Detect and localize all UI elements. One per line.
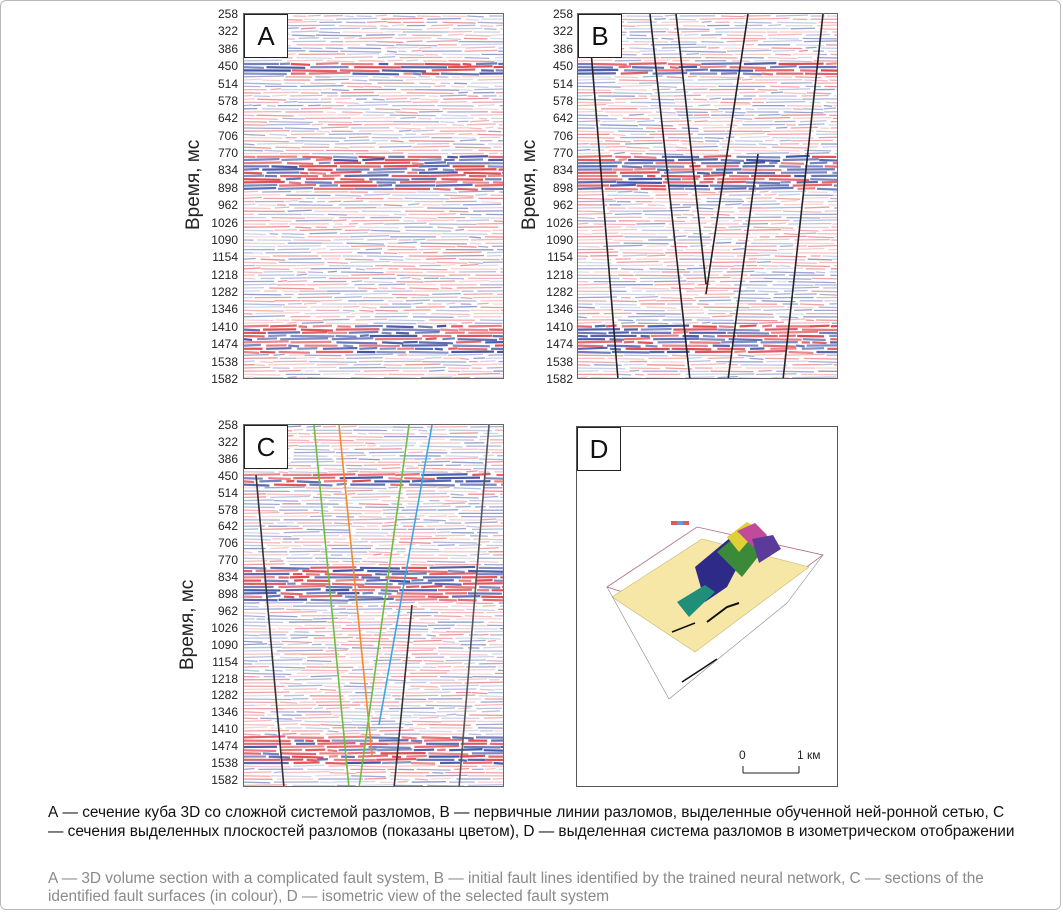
time-tick-label: 1218 <box>546 267 573 282</box>
time-tick-label: 1090 <box>546 232 573 247</box>
time-tick-label: 1282 <box>546 285 573 300</box>
scale-end: 1 км <box>797 748 821 762</box>
fault-line <box>783 14 823 379</box>
time-tick-label: 706 <box>217 128 238 143</box>
scale-start: 0 <box>739 748 746 762</box>
time-tick-label: 1026 <box>211 215 238 230</box>
time-tick-label: 834 <box>217 163 238 178</box>
time-tick-label: 1026 <box>546 215 573 230</box>
time-tick-label: 1282 <box>211 285 238 300</box>
time-tick-label: 514 <box>217 485 238 500</box>
seismic-section-c <box>243 424 504 787</box>
panel-label: B <box>578 14 622 58</box>
time-tick-label: 898 <box>217 587 238 602</box>
time-tick-label: 322 <box>217 434 238 449</box>
time-tick-label: 1410 <box>546 319 573 334</box>
time-tick-label: 258 <box>217 418 238 432</box>
y-axis-label: Время, мс <box>183 139 204 230</box>
time-tick-label: 258 <box>217 7 238 21</box>
time-tick-label: 1090 <box>211 232 238 247</box>
time-tick-label: 770 <box>552 146 573 161</box>
seismic-section-a <box>243 13 504 379</box>
time-tick-label: 514 <box>552 76 573 91</box>
time-tick-label: 706 <box>217 536 238 551</box>
time-tick-label: 514 <box>217 76 238 91</box>
time-tick-label: 258 <box>552 7 573 21</box>
time-tick-label: 386 <box>552 41 573 56</box>
seismic-section-b <box>577 13 838 379</box>
time-tick-label: 1218 <box>211 671 238 686</box>
time-tick-label: 1410 <box>211 319 238 334</box>
y-axis-label: Время, мс <box>519 139 540 230</box>
time-tick-label: 578 <box>217 93 238 108</box>
time-tick-label: 1282 <box>211 688 238 703</box>
time-tick-label: 1154 <box>212 654 238 669</box>
panel-label: C <box>244 425 288 469</box>
time-tick-label: 834 <box>552 163 573 178</box>
time-tick-label: 578 <box>217 502 238 517</box>
time-tick-label: 770 <box>217 146 238 161</box>
time-tick-label: 1474 <box>211 337 238 352</box>
time-tick-label: 386 <box>217 451 238 466</box>
time-tick-label: 898 <box>217 180 238 195</box>
time-tick-label: 706 <box>552 128 573 143</box>
time-tick-label: 322 <box>217 24 238 39</box>
time-tick-label: 1218 <box>211 267 238 282</box>
y-axis-label: Время, мс <box>177 579 198 670</box>
caption-english: A — 3D volume section with a complicated fault system, B — initial fault lines identified by the trained neural network, C — sections of the identified fault surfaces (in colour), D — isometric view of the selected fault system <box>48 870 984 905</box>
time-tick-label: 642 <box>217 519 238 534</box>
time-tick-label: 450 <box>552 59 573 74</box>
time-tick-label: 642 <box>217 111 238 126</box>
fault-line <box>588 14 618 379</box>
time-tick-label: 1582 <box>211 372 238 386</box>
time-tick-label: 1538 <box>546 354 573 369</box>
time-tick-label: 642 <box>552 111 573 126</box>
time-tick-label: 386 <box>217 41 238 56</box>
time-tick-label: 1582 <box>546 372 573 386</box>
time-tick-label: 1154 <box>212 250 238 265</box>
fault-line <box>650 14 690 379</box>
time-tick-label: 1538 <box>211 354 238 369</box>
caption-russian: А — сечение куба 3D со сложной системой разломов, В — первичные линии разломов, выделенные обученной ней-ронной сетью, С — сечения выделенных плоскостей разломов (показаны цветом), D — выделенная система разломов в изометрическом отображении <box>48 804 1015 840</box>
time-tick-label: 1090 <box>211 637 238 652</box>
time-tick-label: 322 <box>552 24 573 39</box>
time-tick-label: 1346 <box>546 302 573 317</box>
fault-system-3d <box>577 427 837 786</box>
time-tick-label: 1154 <box>547 250 573 265</box>
time-tick-label: 962 <box>552 198 573 213</box>
seismic-image <box>578 14 838 379</box>
time-tick-label: 834 <box>217 570 238 585</box>
time-tick-label: 450 <box>217 468 238 483</box>
time-tick-label: 1538 <box>211 756 238 771</box>
color-legend <box>677 521 683 525</box>
time-tick-label: 1410 <box>211 722 238 737</box>
time-tick-label: 770 <box>217 553 238 568</box>
time-tick-label: 1582 <box>211 773 238 787</box>
time-tick-label: 450 <box>217 59 238 74</box>
time-tick-label: 962 <box>217 603 238 618</box>
time-tick-label: 1346 <box>211 705 238 720</box>
panel-label: D <box>577 427 621 471</box>
isometric-view-d <box>576 426 838 787</box>
time-tick-label: 1474 <box>211 739 238 754</box>
seismic-image <box>244 14 504 379</box>
time-tick-label: 962 <box>217 198 238 213</box>
time-tick-label: 1026 <box>211 620 238 635</box>
time-tick-label: 578 <box>552 93 573 108</box>
time-tick-label: 1346 <box>211 302 238 317</box>
scale-bar <box>737 761 837 781</box>
panel-label: A <box>244 14 288 58</box>
seismic-image <box>244 425 504 787</box>
time-tick-label: 898 <box>552 180 573 195</box>
fault-trace <box>682 659 717 682</box>
time-tick-label: 1474 <box>546 337 573 352</box>
